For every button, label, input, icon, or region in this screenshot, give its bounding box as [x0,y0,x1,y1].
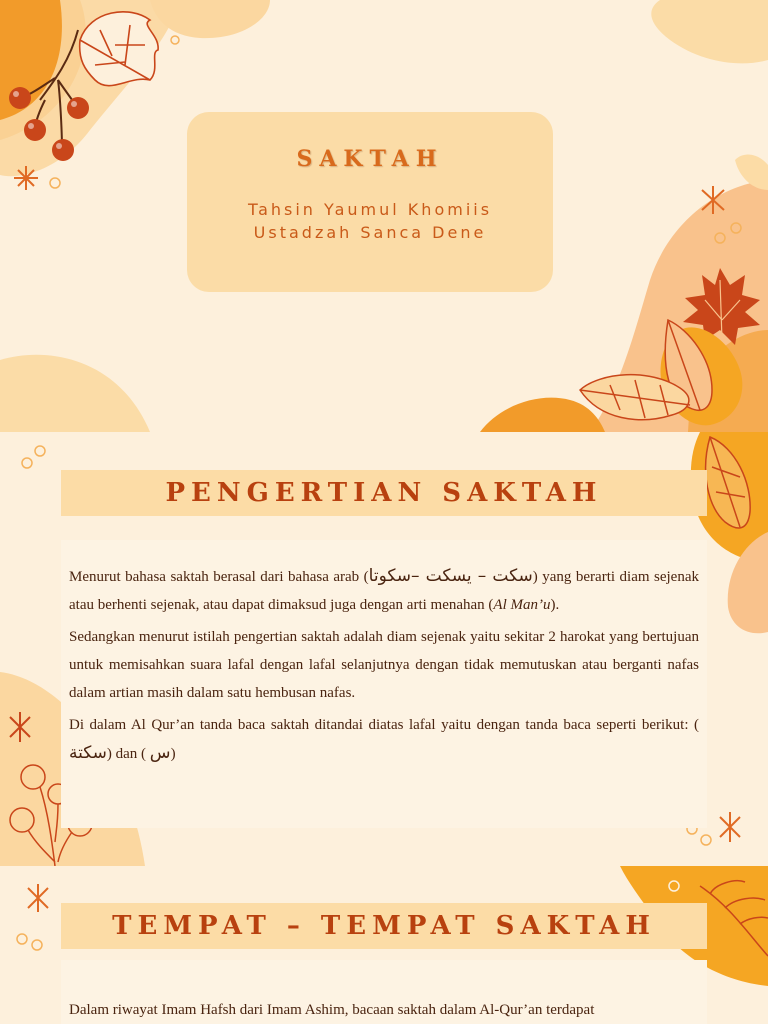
arabic-root-words: سكت – يسكت –سكوتا [368,566,533,586]
paragraph-etymology: Menurut bahasa saktah berasal dari bahasa arab (سكت – يسكت –سكوتا) yang berarti diam sejenak atau berhenti sejenak, atau dapat dimaksud juga dengan arti menahan (Al Man’u). [69,566,699,613]
paragraph-terminology: Sedangkan menurut istilah pengertian saktah adalah diam sejenak yaitu sekitar 2 harokat yang bertujuan untuk memisahkan suara lafal dengan lafal selanjutnya dengan tidak memutuskan atau berganti nafas dalam artian masih dalam satu hembusan nafas. [69,629,699,701]
locations-slide [0,866,768,1024]
title-card [187,112,553,292]
locations-text [61,960,707,1024]
slide-title: SAKTAH [296,146,444,172]
arabic-saktah-sign: سكتة [69,743,107,763]
definition-text [61,540,707,828]
paragraph-sign: Di dalam Al Qur’an tanda baca saktah ditandai diatas lafal yaitu dengan tanda baca seperti berikut: ( سكتة) dan ( س) [69,717,699,763]
section-heading: TEMPAT – TEMPAT SAKTAH [61,903,707,949]
subtitle-teacher: Ustadzah Sanca Dene [253,223,487,242]
definition-slide [0,432,768,866]
subtitle-course: Tahsin Yaumul Khomiis [247,200,493,219]
paragraph-intro: Dalam riwayat Imam Hafsh dari Imam Ashim, bacaan saktah dalam Al-Qur’an terdapat [69,1002,595,1018]
title-slide [0,0,768,432]
arabic-sin-sign: س [149,743,171,763]
section-heading: PENGERTIAN SAKTAH [61,470,707,516]
